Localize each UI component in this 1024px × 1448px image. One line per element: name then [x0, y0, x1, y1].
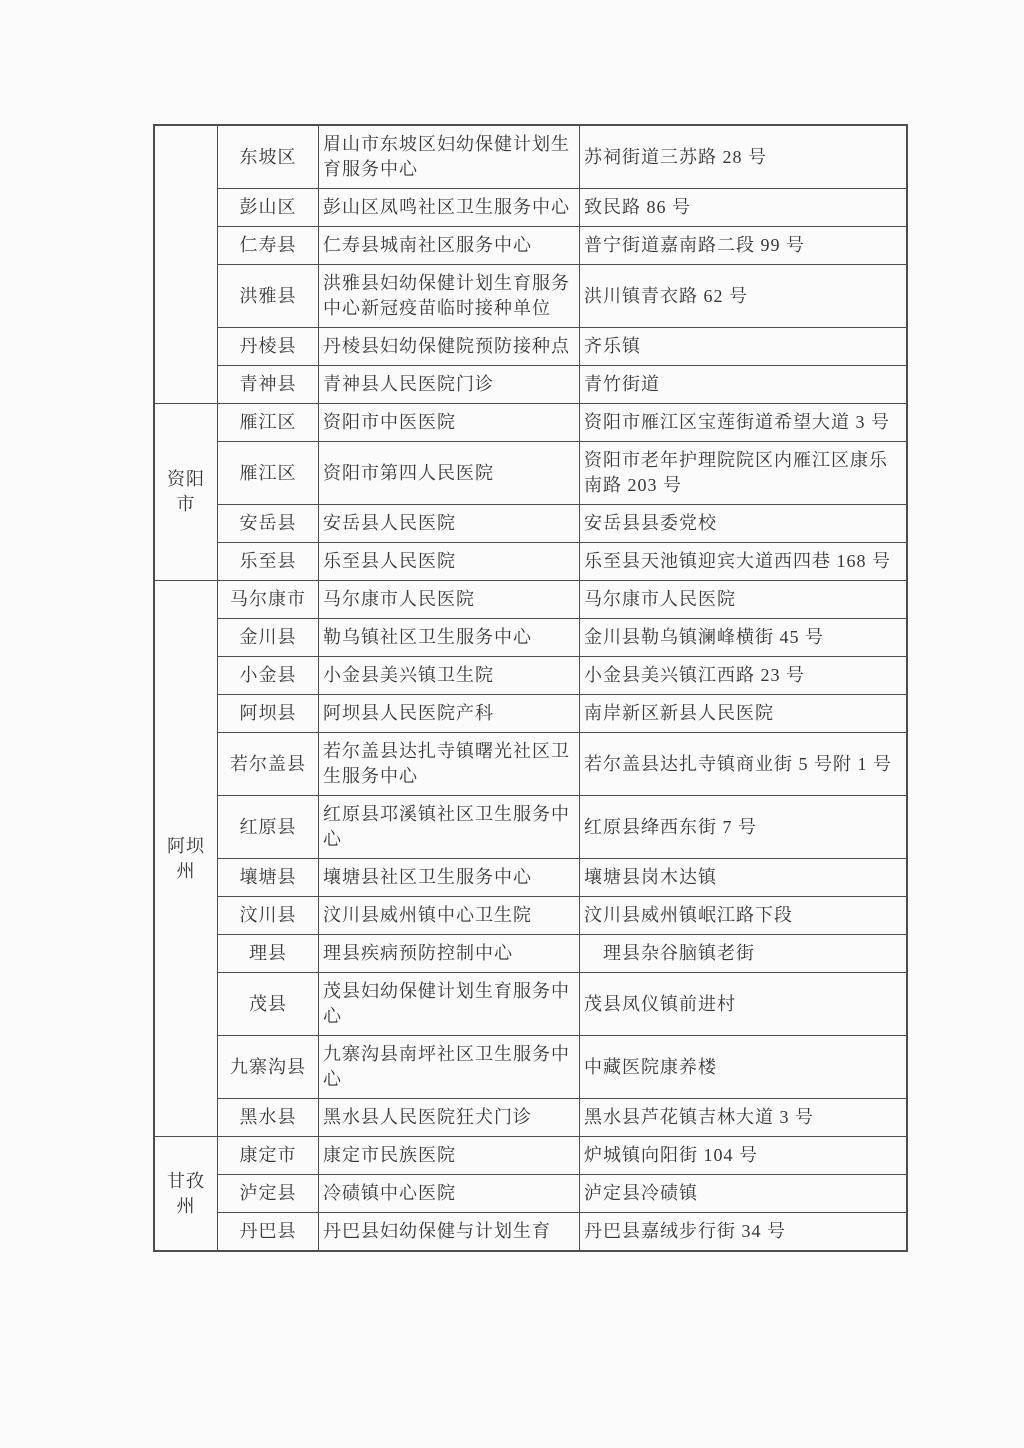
address-cell: 理县杂谷脑镇老街	[580, 935, 908, 973]
address-cell: 马尔康市人民医院	[580, 581, 908, 619]
institution-cell: 资阳市中医医院	[319, 404, 580, 442]
table-row	[154, 125, 907, 189]
table-row	[154, 328, 907, 366]
district-cell: 理县	[218, 935, 319, 973]
address-cell: 齐乐镇	[580, 328, 908, 366]
table-row	[154, 619, 907, 657]
table-row	[154, 265, 907, 328]
institution-cell: 眉山市东坡区妇幼保健计划生育服务中心	[319, 125, 580, 189]
prefecture-cell: 阿坝州	[154, 581, 218, 1137]
institution-cell: 丹巴县妇幼保健与计划生育	[319, 1213, 580, 1252]
address-cell: 若尔盖县达扎寺镇商业街 5 号附 1 号	[580, 733, 908, 796]
address-cell: 汶川县威州镇岷江路下段	[580, 897, 908, 935]
table-row	[154, 581, 907, 619]
address-cell: 青竹街道	[580, 366, 908, 404]
table-row	[154, 1213, 907, 1252]
institution-cell: 汶川县威州镇中心卫生院	[319, 897, 580, 935]
table-row	[154, 227, 907, 265]
address-cell: 金川县勒乌镇澜峰横街 45 号	[580, 619, 908, 657]
table-row	[154, 442, 907, 505]
district-cell: 安岳县	[218, 505, 319, 543]
district-cell: 九寨沟县	[218, 1036, 319, 1099]
address-cell: 苏祠街道三苏路 28 号	[580, 125, 908, 189]
district-cell: 洪雅县	[218, 265, 319, 328]
address-cell: 茂县凤仪镇前进村	[580, 973, 908, 1036]
institution-cell: 丹棱县妇幼保健院预防接种点	[319, 328, 580, 366]
institution-cell: 彭山区凤鸣社区卫生服务中心	[319, 189, 580, 227]
address-cell: 中藏医院康养楼	[580, 1036, 908, 1099]
institution-cell: 若尔盖县达扎寺镇曙光社区卫生服务中心	[319, 733, 580, 796]
district-cell: 雁江区	[218, 442, 319, 505]
table-row	[154, 189, 907, 227]
prefecture-cell: 甘孜州	[154, 1137, 218, 1252]
address-cell: 丹巴县嘉绒步行街 34 号	[580, 1213, 908, 1252]
district-cell: 小金县	[218, 657, 319, 695]
address-cell: 南岸新区新县人民医院	[580, 695, 908, 733]
institution-cell: 仁寿县城南社区服务中心	[319, 227, 580, 265]
institution-cell: 冷碛镇中心医院	[319, 1175, 580, 1213]
prefecture-cell	[154, 125, 218, 404]
address-cell: 安岳县县委党校	[580, 505, 908, 543]
district-cell: 红原县	[218, 796, 319, 859]
district-cell: 黑水县	[218, 1099, 319, 1137]
table-row	[154, 897, 907, 935]
district-cell: 茂县	[218, 973, 319, 1036]
address-cell: 炉城镇向阳街 104 号	[580, 1137, 908, 1175]
district-cell: 丹棱县	[218, 328, 319, 366]
table-row	[154, 859, 907, 897]
district-cell: 雁江区	[218, 404, 319, 442]
institution-cell: 理县疾病预防控制中心	[319, 935, 580, 973]
institution-cell: 壤塘县社区卫生服务中心	[319, 859, 580, 897]
prefecture-cell: 资阳市	[154, 404, 218, 581]
table-row	[154, 935, 907, 973]
district-cell: 阿坝县	[218, 695, 319, 733]
address-cell: 洪川镇青衣路 62 号	[580, 265, 908, 328]
institution-cell: 青神县人民医院门诊	[319, 366, 580, 404]
table-row	[154, 695, 907, 733]
table-row	[154, 733, 907, 796]
district-cell: 汶川县	[218, 897, 319, 935]
vaccination-sites-table-body	[154, 125, 907, 1251]
institution-cell: 安岳县人民医院	[319, 505, 580, 543]
address-cell: 壤塘县岗木达镇	[580, 859, 908, 897]
address-cell: 致民路 86 号	[580, 189, 908, 227]
district-cell: 壤塘县	[218, 859, 319, 897]
institution-cell: 红原县邛溪镇社区卫生服务中心	[319, 796, 580, 859]
district-cell: 丹巴县	[218, 1213, 319, 1252]
district-cell: 彭山区	[218, 189, 319, 227]
district-cell: 泸定县	[218, 1175, 319, 1213]
table-row	[154, 543, 907, 581]
institution-cell: 九寨沟县南坪社区卫生服务中心	[319, 1036, 580, 1099]
address-cell: 黑水县芦花镇吉林大道 3 号	[580, 1099, 908, 1137]
table-row	[154, 657, 907, 695]
institution-cell: 洪雅县妇幼保健计划生育服务中心新冠疫苗临时接种单位	[319, 265, 580, 328]
address-cell: 资阳市老年护理院院区内雁江区康乐南路 203 号	[580, 442, 908, 505]
institution-cell: 阿坝县人民医院产科	[319, 695, 580, 733]
address-cell: 泸定县冷碛镇	[580, 1175, 908, 1213]
district-cell: 康定市	[218, 1137, 319, 1175]
district-cell: 乐至县	[218, 543, 319, 581]
institution-cell: 资阳市第四人民医院	[319, 442, 580, 505]
table-row	[154, 505, 907, 543]
address-cell: 资阳市雁江区宝莲街道希望大道 3 号	[580, 404, 908, 442]
district-cell: 仁寿县	[218, 227, 319, 265]
district-cell: 东坡区	[218, 125, 319, 189]
institution-cell: 小金县美兴镇卫生院	[319, 657, 580, 695]
institution-cell: 康定市民族医院	[319, 1137, 580, 1175]
institution-cell: 茂县妇幼保健计划生育服务中心	[319, 973, 580, 1036]
table-row	[154, 796, 907, 859]
district-cell: 青神县	[218, 366, 319, 404]
district-cell: 金川县	[218, 619, 319, 657]
address-cell: 红原县绛西东街 7 号	[580, 796, 908, 859]
table-row	[154, 973, 907, 1036]
address-cell: 小金县美兴镇江西路 23 号	[580, 657, 908, 695]
vaccination-sites-table	[153, 124, 908, 1252]
table-row	[154, 1036, 907, 1099]
table-row	[154, 1137, 907, 1175]
district-cell: 若尔盖县	[218, 733, 319, 796]
institution-cell: 马尔康市人民医院	[319, 581, 580, 619]
institution-cell: 乐至县人民医院	[319, 543, 580, 581]
district-cell: 马尔康市	[218, 581, 319, 619]
institution-cell: 黑水县人民医院狂犬门诊	[319, 1099, 580, 1137]
table-row	[154, 404, 907, 442]
institution-cell: 勒乌镇社区卫生服务中心	[319, 619, 580, 657]
table-row	[154, 366, 907, 404]
address-cell: 乐至县天池镇迎宾大道西四巷 168 号	[580, 543, 908, 581]
table-row	[154, 1175, 907, 1213]
table-row	[154, 1099, 907, 1137]
address-cell: 普宁街道嘉南路二段 99 号	[580, 227, 908, 265]
